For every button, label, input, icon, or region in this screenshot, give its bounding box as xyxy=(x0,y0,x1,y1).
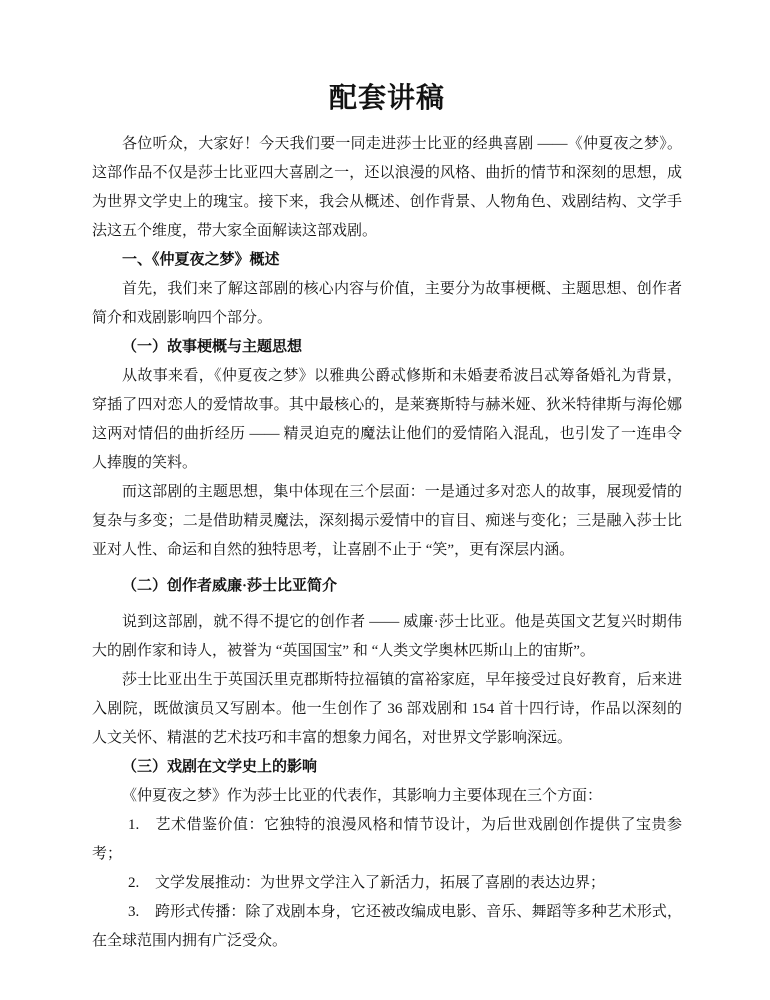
list-item-number: 1. xyxy=(128,817,140,833)
author-bio-paragraph: 莎士比亚出生于英国沃里克郡斯特拉福镇的富裕家庭，早年接受过良好教育，后来进入剧院，既做演员又写剧本。他一生创作了 36 部戏剧和 154 首十四行诗，作品以深刻的人文关怀、精湛的艺术技巧和丰富的想象力闻名，对世界文学影响深远。 xyxy=(92,672,682,746)
section-heading-overview: 一、《仲夏夜之梦》概述 xyxy=(122,252,280,268)
list-item-text: 艺术借鉴价值：它独特的浪漫风格和情节设计，为后世戏剧创作提供了宝贵参考； xyxy=(92,817,682,862)
list-item xyxy=(92,811,682,869)
subsection-heading-influence: （三）戏剧在文学史上的影响 xyxy=(122,759,318,775)
list-item xyxy=(92,898,682,956)
plot-paragraph: 从故事来看，《仲夏夜之梦》以雅典公爵忒修斯和未婚妻希波吕忒筹备婚礼为背景，穿插了四对恋人的爱情故事。其中最核心的，是莱赛斯特与赫米娅、狄米特律斯与海伦娜这两对情侣的曲折经历 —— 精灵迫克的魔法让他们的爱情陷入混乱，也引发了一连串令人捧腹的笑料。 xyxy=(92,368,682,471)
document-title: 配套讲稿 xyxy=(328,83,445,114)
author-intro-paragraph: 说到这部剧，就不得不提它的创作者 —— 威廉·莎士比亚。他是英国文艺复兴时期伟大的剧作家和诗人，被誉为 “英国国宝” 和 “人类文学奥林匹斯山上的宙斯”。 xyxy=(92,614,682,659)
subsection-heading-plot-theme: （一）故事梗概与主题思想 xyxy=(122,339,303,355)
list-item xyxy=(92,869,682,898)
list-item-text: 文学发展推动：为世界文学注入了新活力，拓展了喜剧的表达边界； xyxy=(155,875,606,891)
list-item-text: 跨形式传播：除了戏剧本身，它还被改编成电影、音乐、舞蹈等多种艺术形式，在全球范围内拥有广泛受众。 xyxy=(92,904,682,949)
influence-lead-paragraph: 《仲夏夜之梦》作为莎士比亚的代表作，其影响力主要体现在三个方面： xyxy=(122,788,603,804)
list-item-number: 3. xyxy=(128,904,140,920)
list-item-number: 2. xyxy=(128,875,140,891)
subsection-heading-author: （二）创作者威廉·莎士比亚简介 xyxy=(122,578,338,594)
intro-paragraph: 各位听众，大家好！今天我们要一同走进莎士比亚的经典喜剧 ——《仲夏夜之梦》。这部作品不仅是莎士比亚四大喜剧之一，还以浪漫的风格、曲折的情节和深刻的思想，成为世界文学史上的瑰宝。接下来，我会从概述、创作背景、人物角色、戏剧结构、文学手法这五个维度，带大家全面解读这部戏剧。 xyxy=(92,136,682,239)
theme-paragraph: 而这部剧的主题思想，集中体现在三个层面：一是通过多对恋人的故事，展现爱情的复杂与多变；二是借助精灵魔法，深刻揭示爱情中的盲目、痴迷与变化；三是融入莎士比亚对人性、命运和自然的独特思考，让喜剧不止于 “笑”，更有深层内涵。 xyxy=(92,484,682,558)
section-lead-paragraph: 首先，我们来了解这部剧的核心内容与价值，主要分为故事梗概、主题思想、创作者简介和戏剧影响四个部分。 xyxy=(92,281,682,326)
